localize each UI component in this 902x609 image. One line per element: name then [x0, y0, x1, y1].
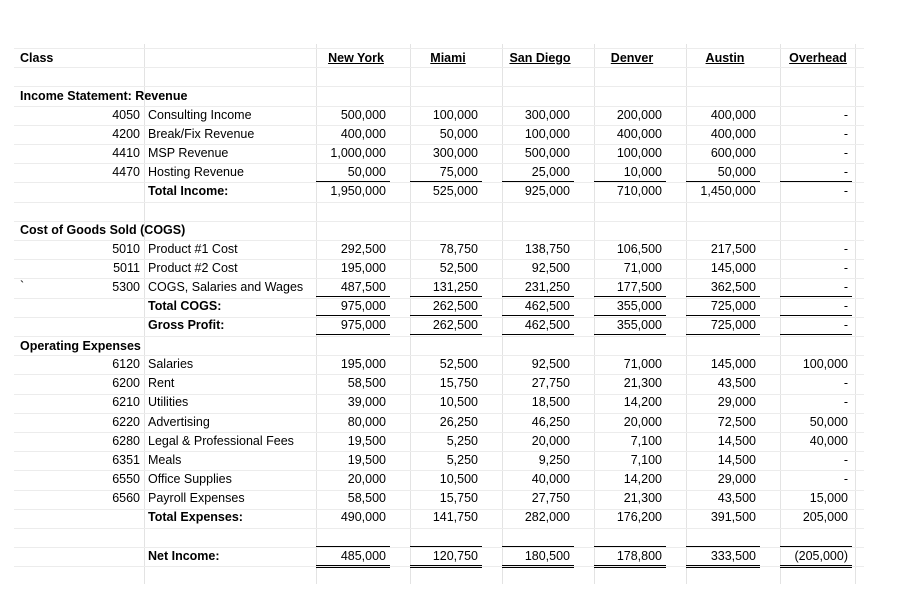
account-label[interactable]: Meals — [148, 453, 182, 467]
net-income-value[interactable]: 180,500 — [524, 549, 570, 563]
net-income-topline — [780, 546, 852, 547]
account-code[interactable]: 6120 — [112, 357, 140, 371]
value-cell[interactable]: 39,000 — [347, 395, 386, 409]
account-label[interactable]: Utilities — [148, 395, 189, 409]
value-cell[interactable]: 362,500 — [710, 280, 756, 294]
value-cell[interactable]: 75,000 — [439, 165, 478, 179]
value-cell[interactable]: 300,000 — [432, 146, 478, 160]
value-cell[interactable]: 21,300 — [623, 491, 662, 505]
value-cell[interactable]: 92,500 — [531, 261, 570, 275]
value-cell[interactable]: 490,000 — [340, 510, 386, 524]
subtotal-underline — [686, 181, 760, 182]
value-cell[interactable]: - — [843, 108, 848, 122]
value-cell[interactable]: 500,000 — [340, 108, 386, 122]
value-cell[interactable]: 52,500 — [439, 261, 478, 275]
net-income-double-underline — [502, 565, 574, 568]
value-cell[interactable]: - — [843, 376, 848, 390]
column-header-denver[interactable]: Denver — [610, 51, 654, 65]
value-cell[interactable]: 72,500 — [717, 415, 756, 429]
value-cell[interactable]: 355,000 — [616, 318, 662, 332]
account-code[interactable]: 5300 — [112, 280, 140, 294]
account-code[interactable]: 5011 — [113, 261, 140, 275]
value-cell[interactable]: 195,000 — [340, 261, 386, 275]
value-cell[interactable]: 975,000 — [340, 299, 386, 313]
grid-hline — [14, 202, 864, 203]
value-cell[interactable]: 14,500 — [717, 434, 756, 448]
account-code[interactable]: 6220 — [112, 415, 140, 429]
column-header-austin[interactable]: Austin — [705, 51, 745, 65]
account-code[interactable]: 6351 — [112, 453, 140, 467]
value-cell[interactable]: 1,450,000 — [700, 184, 756, 198]
subtotal-underline — [780, 296, 852, 297]
account-code[interactable]: 4470 — [112, 165, 140, 179]
account-label[interactable]: Total Income: — [148, 184, 229, 198]
value-cell[interactable]: 50,000 — [809, 415, 848, 429]
account-label[interactable]: Rent — [148, 376, 175, 390]
account-label[interactable]: Advertising — [148, 415, 210, 429]
account-code[interactable]: 6550 — [112, 472, 140, 486]
account-code[interactable]: 6200 — [112, 376, 140, 390]
value-cell[interactable]: 100,000 — [616, 146, 662, 160]
subtotal-underline — [316, 315, 390, 316]
value-cell[interactable]: 43,500 — [717, 376, 756, 390]
net-income-topline — [316, 546, 390, 547]
account-label[interactable]: Break/Fix Revenue — [148, 127, 255, 141]
value-cell[interactable]: 462,500 — [524, 299, 570, 313]
stray-mark: ` — [20, 279, 25, 293]
subtotal-underline — [410, 181, 482, 182]
value-cell[interactable]: 100,000 — [524, 127, 570, 141]
subtotal-underline — [686, 315, 760, 316]
value-cell[interactable]: 71,000 — [623, 261, 662, 275]
value-cell[interactable]: 106,500 — [616, 242, 662, 256]
value-cell[interactable]: 231,250 — [524, 280, 570, 294]
value-cell[interactable]: 487,500 — [340, 280, 386, 294]
value-cell[interactable]: - — [843, 165, 848, 179]
subtotal-underline — [316, 334, 390, 335]
net-income-value[interactable]: 178,800 — [616, 549, 662, 563]
value-cell[interactable]: 15,000 — [809, 491, 848, 505]
value-cell[interactable]: 1,950,000 — [330, 184, 386, 198]
value-cell[interactable]: 500,000 — [524, 146, 570, 160]
subtotal-underline — [780, 334, 852, 335]
subtotal-underline — [502, 181, 574, 182]
value-cell[interactable]: 50,000 — [717, 165, 756, 179]
value-cell[interactable]: 262,500 — [432, 299, 478, 313]
value-cell[interactable]: 176,200 — [616, 510, 662, 524]
value-cell[interactable]: 710,000 — [616, 184, 662, 198]
value-cell[interactable]: 177,500 — [616, 280, 662, 294]
value-cell[interactable]: 525,000 — [432, 184, 478, 198]
value-cell[interactable]: 10,000 — [623, 165, 662, 179]
subtotal-underline — [686, 296, 760, 297]
column-header-new-york[interactable]: New York — [328, 51, 384, 65]
value-cell[interactable]: 400,000 — [710, 127, 756, 141]
net-income-double-underline — [594, 565, 666, 568]
subtotal-underline — [780, 181, 852, 182]
value-cell[interactable]: 50,000 — [347, 165, 386, 179]
account-label[interactable]: Total Expenses: — [148, 510, 243, 524]
value-cell[interactable]: 10,500 — [439, 472, 478, 486]
value-cell[interactable]: - — [843, 395, 848, 409]
account-code[interactable]: 4050 — [112, 108, 140, 122]
value-cell[interactable]: 26,250 — [439, 415, 478, 429]
net-income-topline — [410, 546, 482, 547]
value-cell[interactable]: 145,000 — [710, 261, 756, 275]
subtotal-underline — [594, 296, 666, 297]
value-cell[interactable]: 14,200 — [623, 395, 662, 409]
value-cell[interactable]: 391,500 — [710, 510, 756, 524]
account-code[interactable]: 6210 — [112, 395, 140, 409]
grid-hline — [14, 336, 864, 337]
net-income-label[interactable]: Net Income: — [148, 549, 220, 563]
value-cell[interactable]: 9,250 — [538, 453, 570, 467]
value-cell[interactable]: - — [843, 261, 848, 275]
value-cell[interactable]: 58,500 — [347, 376, 386, 390]
net-income-value[interactable]: (205,000) — [794, 549, 848, 563]
value-cell[interactable]: 20,000 — [347, 472, 386, 486]
value-cell[interactable]: 40,000 — [809, 434, 848, 448]
subtotal-underline — [316, 181, 390, 182]
value-cell[interactable]: 14,200 — [623, 472, 662, 486]
value-cell[interactable]: 78,750 — [439, 242, 478, 256]
value-cell[interactable]: 27,750 — [531, 491, 570, 505]
value-cell[interactable]: 400,000 — [710, 108, 756, 122]
section-title: Income Statement: Revenue — [20, 89, 188, 103]
value-cell[interactable]: 725,000 — [710, 299, 756, 313]
account-label[interactable]: Office Supplies — [148, 472, 232, 486]
account-label[interactable]: Payroll Expenses — [148, 491, 245, 505]
section-title: Operating Expenses — [20, 339, 141, 353]
value-cell[interactable]: 10,500 — [439, 395, 478, 409]
account-label[interactable]: Product #1 Cost — [148, 242, 238, 256]
value-cell[interactable]: 5,250 — [446, 453, 478, 467]
value-cell[interactable]: 5,250 — [446, 434, 478, 448]
value-cell[interactable]: 925,000 — [524, 184, 570, 198]
value-cell[interactable]: - — [843, 472, 848, 486]
net-income-double-underline — [780, 565, 852, 568]
value-cell[interactable]: 725,000 — [710, 318, 756, 332]
section-title: Cost of Goods Sold (COGS) — [20, 223, 186, 237]
account-code[interactable]: 4410 — [112, 146, 140, 160]
value-cell[interactable]: - — [843, 318, 848, 332]
value-cell[interactable]: 100,000 — [432, 108, 478, 122]
account-code[interactable]: 6280 — [112, 434, 140, 448]
net-income-value[interactable]: 120,750 — [432, 549, 478, 563]
account-label[interactable]: Legal & Professional Fees — [148, 434, 294, 448]
subtotal-underline — [594, 181, 666, 182]
value-cell[interactable]: 40,000 — [531, 472, 570, 486]
value-cell[interactable]: 292,500 — [340, 242, 386, 256]
value-cell[interactable]: 7,100 — [630, 453, 662, 467]
account-label[interactable]: Consulting Income — [148, 108, 252, 122]
value-cell[interactable]: - — [843, 242, 848, 256]
net-income-double-underline — [316, 565, 390, 568]
value-cell[interactable]: 282,000 — [524, 510, 570, 524]
subtotal-underline — [502, 296, 574, 297]
value-cell[interactable]: 975,000 — [340, 318, 386, 332]
value-cell[interactable]: 400,000 — [340, 127, 386, 141]
value-cell[interactable]: 29,000 — [717, 472, 756, 486]
value-cell[interactable]: 43,500 — [717, 491, 756, 505]
value-cell[interactable]: 100,000 — [802, 357, 848, 371]
value-cell[interactable]: 15,750 — [439, 376, 478, 390]
subtotal-underline — [410, 334, 482, 335]
value-cell[interactable]: 205,000 — [802, 510, 848, 524]
value-cell[interactable]: 200,000 — [616, 108, 662, 122]
value-cell[interactable]: - — [843, 184, 848, 198]
account-label[interactable]: MSP Revenue — [148, 146, 229, 160]
account-code[interactable]: 4200 — [112, 127, 140, 141]
value-cell[interactable]: - — [843, 299, 848, 313]
subtotal-underline — [594, 315, 666, 316]
value-cell[interactable]: - — [843, 280, 848, 294]
value-cell[interactable]: 15,750 — [439, 491, 478, 505]
value-cell[interactable]: 7,100 — [630, 434, 662, 448]
value-cell[interactable]: 145,000 — [710, 357, 756, 371]
value-cell[interactable]: 92,500 — [531, 357, 570, 371]
class-header[interactable]: Class — [20, 51, 54, 65]
subtotal-underline — [410, 296, 482, 297]
subtotal-underline — [410, 315, 482, 316]
grid-hline — [14, 528, 864, 529]
net-income-double-underline — [686, 565, 760, 568]
account-label[interactable]: Salaries — [148, 357, 194, 371]
net-income-topline — [502, 546, 574, 547]
subtotal-underline — [502, 334, 574, 335]
value-cell[interactable]: 58,500 — [347, 491, 386, 505]
account-label[interactable]: COGS, Salaries and Wages — [148, 280, 304, 294]
value-cell[interactable]: 50,000 — [439, 127, 478, 141]
subtotal-underline — [780, 315, 852, 316]
subtotal-underline — [594, 334, 666, 335]
value-cell[interactable]: 25,000 — [531, 165, 570, 179]
value-cell[interactable]: 20,000 — [623, 415, 662, 429]
value-cell[interactable]: 400,000 — [616, 127, 662, 141]
account-label[interactable]: Total COGS: — [148, 299, 222, 313]
value-cell[interactable]: 19,500 — [347, 453, 386, 467]
net-income-topline — [686, 546, 760, 547]
value-cell[interactable]: 14,500 — [717, 453, 756, 467]
value-cell[interactable]: 19,500 — [347, 434, 386, 448]
value-cell[interactable]: 462,500 — [524, 318, 570, 332]
subtotal-underline — [316, 296, 390, 297]
subtotal-underline — [502, 315, 574, 316]
net-income-double-underline — [410, 565, 482, 568]
value-cell[interactable]: 600,000 — [710, 146, 756, 160]
column-header-overhead[interactable]: Overhead — [789, 51, 847, 65]
value-cell[interactable]: 138,750 — [524, 242, 570, 256]
column-header-miami[interactable]: Miami — [430, 51, 466, 65]
account-label[interactable]: Gross Profit: — [148, 318, 225, 332]
value-cell[interactable]: 46,250 — [531, 415, 570, 429]
account-label[interactable]: Product #2 Cost — [148, 261, 238, 275]
value-cell[interactable]: 300,000 — [524, 108, 570, 122]
account-label[interactable]: Hosting Revenue — [148, 165, 244, 179]
net-income-topline — [594, 546, 666, 547]
account-code[interactable]: 5010 — [112, 242, 140, 256]
value-cell[interactable]: 195,000 — [340, 357, 386, 371]
account-code[interactable]: 6560 — [112, 491, 140, 505]
value-cell[interactable]: 21,300 — [623, 376, 662, 390]
value-cell[interactable]: 52,500 — [439, 357, 478, 371]
value-cell[interactable]: 29,000 — [717, 395, 756, 409]
column-header-san-diego[interactable]: San Diego — [509, 51, 571, 65]
value-cell[interactable]: - — [843, 127, 848, 141]
net-income-value[interactable]: 485,000 — [340, 549, 386, 563]
value-cell[interactable]: - — [843, 146, 848, 160]
value-cell[interactable]: 80,000 — [347, 415, 386, 429]
value-cell[interactable]: 141,750 — [432, 510, 478, 524]
value-cell[interactable]: 262,500 — [432, 318, 478, 332]
value-cell[interactable]: 131,250 — [432, 280, 478, 294]
value-cell[interactable]: 71,000 — [623, 357, 662, 371]
value-cell[interactable]: 355,000 — [616, 299, 662, 313]
value-cell[interactable]: 18,500 — [531, 395, 570, 409]
value-cell[interactable]: - — [843, 453, 848, 467]
subtotal-underline — [686, 334, 760, 335]
value-cell[interactable]: 20,000 — [531, 434, 570, 448]
value-cell[interactable]: 217,500 — [710, 242, 756, 256]
value-cell[interactable]: 27,750 — [531, 376, 570, 390]
value-cell[interactable]: 1,000,000 — [330, 146, 386, 160]
net-income-value[interactable]: 333,500 — [710, 549, 756, 563]
